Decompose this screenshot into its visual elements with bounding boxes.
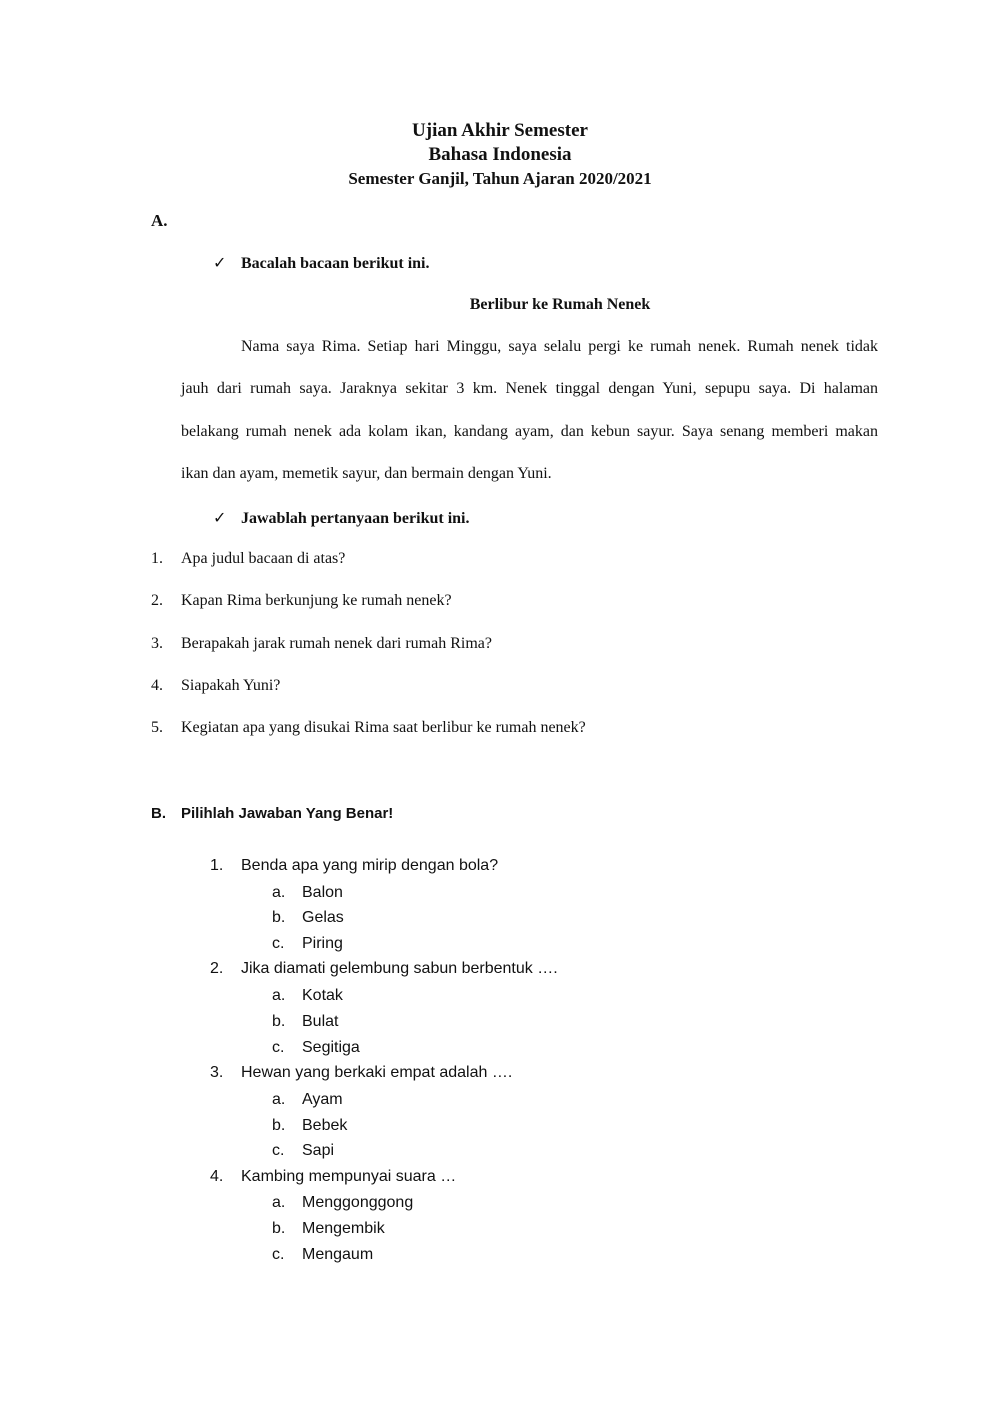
essay-question: 4. Siapakah Yuni? [151,677,281,694]
mc-option: a. Kotak [272,987,343,1004]
story-paragraph-line: belakang rumah nenek ada kolam ikan, kandang ayam, dan kebun sayur. Saya senang memberi makan [181,423,878,440]
section-b-heading: B. Pilihlah Jawaban Yang Benar! [151,805,394,822]
essay-question: 2. Kapan Rima berkunjung ke rumah nenek? [151,592,452,609]
mc-option: b. Mengembik [272,1220,385,1237]
exam-subject: Bahasa Indonesia [428,144,572,165]
exam-title: Ujian Akhir Semester [412,120,588,141]
story-paragraph-line: ikan dan ayam, memetik sayur, dan bermain dengan Yuni. [181,465,552,482]
mc-question: 2. Jika diamati gelembung sabun berbentuk …. [210,960,558,977]
mc-option: c. Segitiga [272,1039,360,1056]
section-a-label: A. [151,211,168,230]
mc-option: a. Balon [272,884,343,901]
answer-instruction [213,508,469,528]
mc-question: 3. Hewan yang berkaki empat adalah …. [210,1064,513,1081]
essay-question: 3. Berapakah jarak rumah nenek dari rumah Rima? [151,635,492,652]
mc-option: a. Ayam [272,1091,343,1108]
mc-option: c. Piring [272,935,343,952]
story-title: Berlibur ke Rumah Nenek [469,296,651,313]
mc-option: b. Gelas [272,909,344,926]
answer-instruction-text: Jawablah pertanyaan berikut ini. [241,510,470,527]
check-icon: ✓ [213,255,227,272]
essay-question: 1. Apa judul bacaan di atas? [151,550,346,567]
check-icon: ✓ [213,510,227,527]
mc-option: c. Sapi [272,1142,335,1159]
mc-option: a. Menggonggong [272,1194,414,1211]
read-instruction [213,253,429,273]
mc-option: b. Bebek [272,1117,348,1134]
story-paragraph-line: Nama saya Rima. Setiap hari Minggu, saya selalu pergi ke rumah nenek. Rumah nenek tidak [241,338,878,355]
read-instruction-text: Bacalah bacaan berikut ini. [241,255,430,272]
mc-question: 1. Benda apa yang mirip dengan bola? [210,857,499,874]
exam-semester: Semester Ganjil, Tahun Ajaran 2020/2021 [348,169,652,188]
mc-option: b. Bulat [272,1013,339,1030]
story-paragraph-line: jauh dari rumah saya. Jaraknya sekitar 3 km. Nenek tinggal dengan Yuni, sepupu saya. Di halaman [181,380,878,397]
mc-question: 4. Kambing mempunyai suara … [210,1168,457,1185]
essay-question: 5. Kegiatan apa yang disukai Rima saat berlibur ke rumah nenek? [151,719,586,736]
mc-option: c. Mengaum [272,1246,374,1263]
